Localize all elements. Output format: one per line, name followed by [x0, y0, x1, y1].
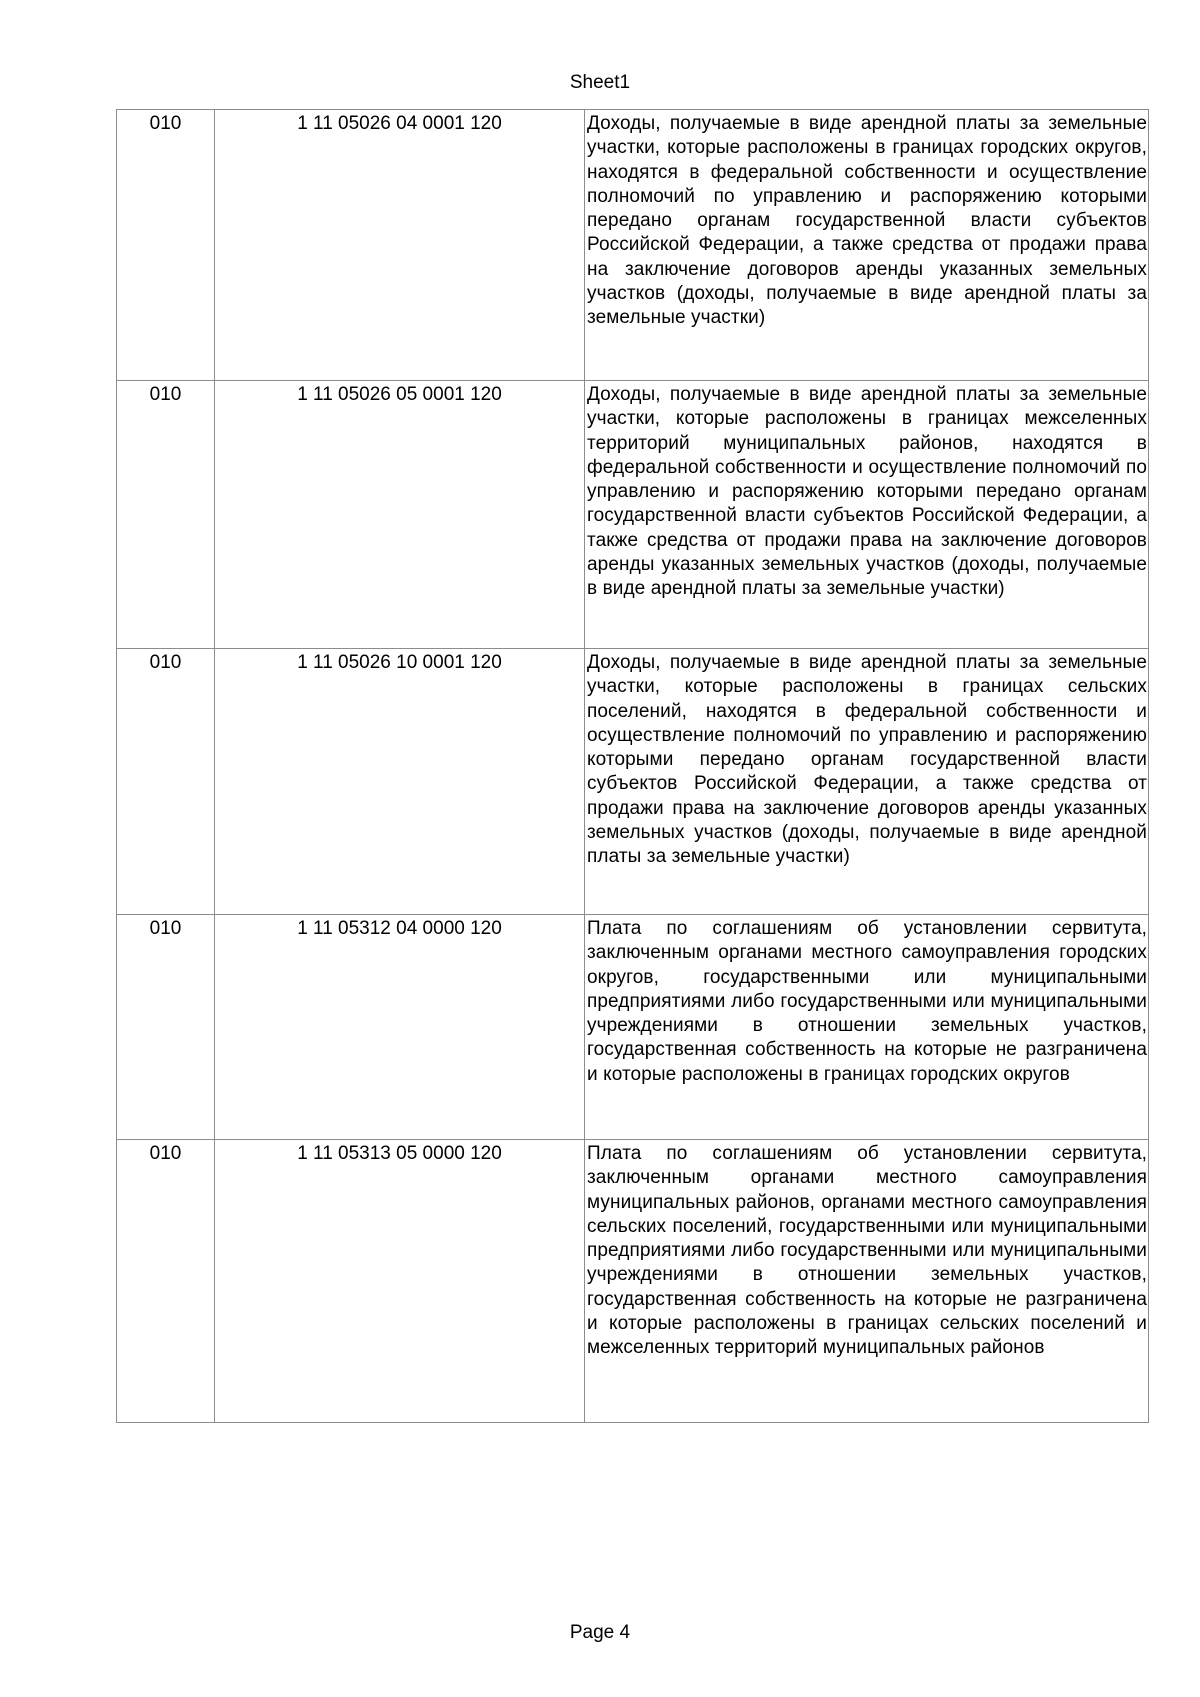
table-row: [117, 915, 1149, 1140]
budget-code-cell: 1 11 05312 04 0000 120: [215, 915, 585, 1140]
admin-code-cell: 010: [117, 649, 215, 915]
description-cell: [585, 381, 1149, 649]
admin-code-cell: 010: [117, 1140, 215, 1423]
description-text: Плата по соглашениям об установлении сервитута, заключенным органами местного самоуправления муниципальных районов, органами местного самоуправления сельских поселений, государственными или муниципальными предприятиями либо государственными или муниципальными учреждениями в отношении земельных участков, государственная собственность на которые не разграничена и которые расположены в границах сельских поселений и межселенных территорий муниципальных районов: [587, 1143, 1147, 1359]
admin-code-cell: 010: [117, 110, 215, 381]
description-cell: [585, 1140, 1149, 1423]
description-cell: [585, 110, 1149, 381]
budget-code-cell: 1 11 05313 05 0000 120: [215, 1140, 585, 1423]
description-cell: [585, 915, 1149, 1140]
sheet-title: Sheet1: [569, 72, 631, 93]
description-text: Доходы, получаемые в виде арендной платы за земельные участки, которые расположены в границах сельских поселений, находятся в федеральной собственности и осуществление полномочий по управлению и распоряжению которыми передано органам государственной власти субъектов Российской Федерации, а также средства от продажи права на заключение договоров аренды указанных земельных участков (доходы, получаемые в виде арендной платы за земельные участки): [587, 652, 1147, 868]
description-text: Доходы, получаемые в виде арендной платы за земельные участки, которые расположены в границах межселенных территорий муниципальных районов, находятся в федеральной собственности и осуществление полномочий по управлению и распоряжению которыми передано органам государственной власти субъектов Российской Федерации, а также средства от продажи права на заключение договоров аренды указанных земельных участков (доходы, получаемые в виде арендной платы за земельные участки): [587, 384, 1147, 600]
budget-code-cell: 1 11 05026 04 0001 120: [215, 110, 585, 381]
revenue-codes-table: [116, 109, 1149, 1423]
budget-code-cell: 1 11 05026 05 0001 120: [215, 381, 585, 649]
admin-code-cell: 010: [117, 381, 215, 649]
description-text: Плата по соглашениям об установлении сервитута, заключенным органами местного самоуправления городских округов, государственными или муниципальными предприятиями либо государственными или муниципальными учреждениями в отношении земельных участков, государственная собственность на которые не разграничена и которые расположены в границах городских округов: [587, 918, 1147, 1085]
description-text: Доходы, получаемые в виде арендной платы за земельные участки, которые расположены в границах городских округов, находятся в федеральной собственности и осуществление полномочий по управлению и распоряжению которыми передано органам государственной власти субъектов Российской Федерации, а также средства от продажи права на заключение договоров аренды указанных земельных участков (доходы, получаемые в виде арендной платы за земельные участки): [587, 113, 1147, 329]
budget-code-cell: 1 11 05026 10 0001 120: [215, 649, 585, 915]
table-row: [117, 110, 1149, 381]
table-row: [117, 649, 1149, 915]
table-row: [117, 381, 1149, 649]
page-number: Page 4: [569, 1622, 631, 1643]
admin-code-cell: 010: [117, 915, 215, 1140]
description-cell: [585, 649, 1149, 915]
table-row: [117, 1140, 1149, 1423]
